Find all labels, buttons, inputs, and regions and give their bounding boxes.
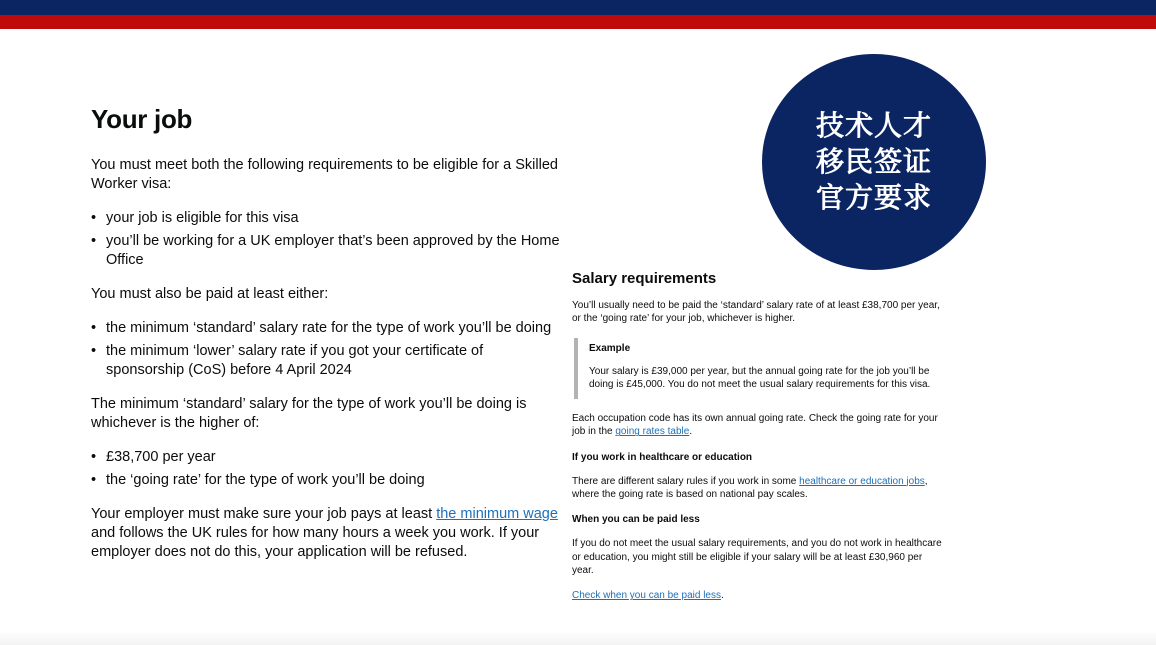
standard-intro-text: The minimum ‘standard’ salary for the type of work you’ll be doing is whichever is the higher of: — [91, 396, 527, 431]
going-rate-paragraph — [572, 412, 942, 439]
minimum-wage-link[interactable]: the minimum wage — [436, 506, 558, 522]
employer-text-before: Your employer must make sure your job pays at least — [91, 506, 437, 522]
check-after-text: . — [720, 590, 724, 602]
going-rates-table-link[interactable]: going rates table — [615, 426, 690, 438]
standard-options-list — [91, 448, 561, 490]
top-band-navy — [0, 0, 1156, 15]
healthcare-paragraph — [572, 475, 942, 502]
check-paid-less-link[interactable]: Check when you can be paid less — [572, 590, 721, 602]
example-inset — [574, 338, 942, 400]
healthcare-text-after: , where the going rate is based on national pay scales. — [572, 475, 928, 501]
salary-requirements-heading: Salary requirements — [572, 270, 717, 287]
paid-less-text: If you do not meet the usual salary requirements, and you do not work in healthcare or education, you might still be eligible if your salary will be at least £30,960 per year. — [572, 538, 942, 576]
going-rate-text-after: . — [689, 426, 693, 438]
list-item: • the minimum ‘standard’ salary rate for the type of work you’ll be doing — [106, 319, 561, 338]
check-paid-less-paragraph — [572, 589, 942, 602]
healthcare-text: There are different salary rules if you work in some — [572, 475, 800, 487]
list-item: • you’ll be working for a UK employer that’s been approved by the Home Office — [106, 232, 561, 270]
salary-intro-text: You’ll usually need to be paid the ‘standard’ salary rate of at least £38,700 per year, or the ‘going rate’ for your job, whichever is higher. — [572, 300, 940, 325]
healthcare-education-jobs-link[interactable]: healthcare or education jobs — [799, 475, 925, 487]
list-item: • the minimum ‘lower’ salary rate if you got your certificate of sponsorship (CoS) before 4 April 2024 — [106, 342, 561, 380]
bottom-fade — [0, 630, 1156, 645]
healthcare-heading: If you work in healthcare or education — [572, 451, 753, 463]
example-text: Your salary is £39,000 per year, but the annual going rate for the job you’ll be doing is £45,000. You do not meet the usual salary requirements for this visa. — [589, 365, 931, 390]
chinese-title-badge — [762, 54, 986, 270]
list-item: • £38,700 per year — [106, 448, 561, 467]
intro-text: You must meet both the following requirements to be eligible for a Skilled Worker visa: — [91, 157, 558, 192]
salary-requirements-section — [572, 268, 942, 615]
page-title: Your job — [91, 104, 193, 134]
paid-intro-text: You must also be paid at least either: — [91, 286, 329, 302]
requirements-list — [91, 209, 561, 270]
list-item: • the ‘going rate’ for the type of work you’ll be doing — [106, 471, 561, 490]
top-band-red — [0, 15, 1156, 29]
your-job-section — [91, 100, 561, 577]
list-item: • your job is eligible for this visa — [106, 209, 561, 228]
going-rate-text: Each occupation code has its own annual going rate. Check the going rate for your job in the — [572, 413, 938, 438]
badge-line: 移民签证 — [815, 145, 932, 178]
example-heading: Example — [589, 342, 631, 354]
employer-paragraph — [91, 505, 561, 562]
paid-options-list — [91, 319, 561, 380]
employer-text-after: and follows the UK rules for how many hours a week you work. If your employer does not do this, your application will be refused. — [91, 525, 540, 560]
paid-less-heading: When you can be paid less — [572, 514, 700, 526]
badge-line: 技术人才 — [815, 109, 932, 142]
badge-line: 官方要求 — [815, 181, 932, 214]
